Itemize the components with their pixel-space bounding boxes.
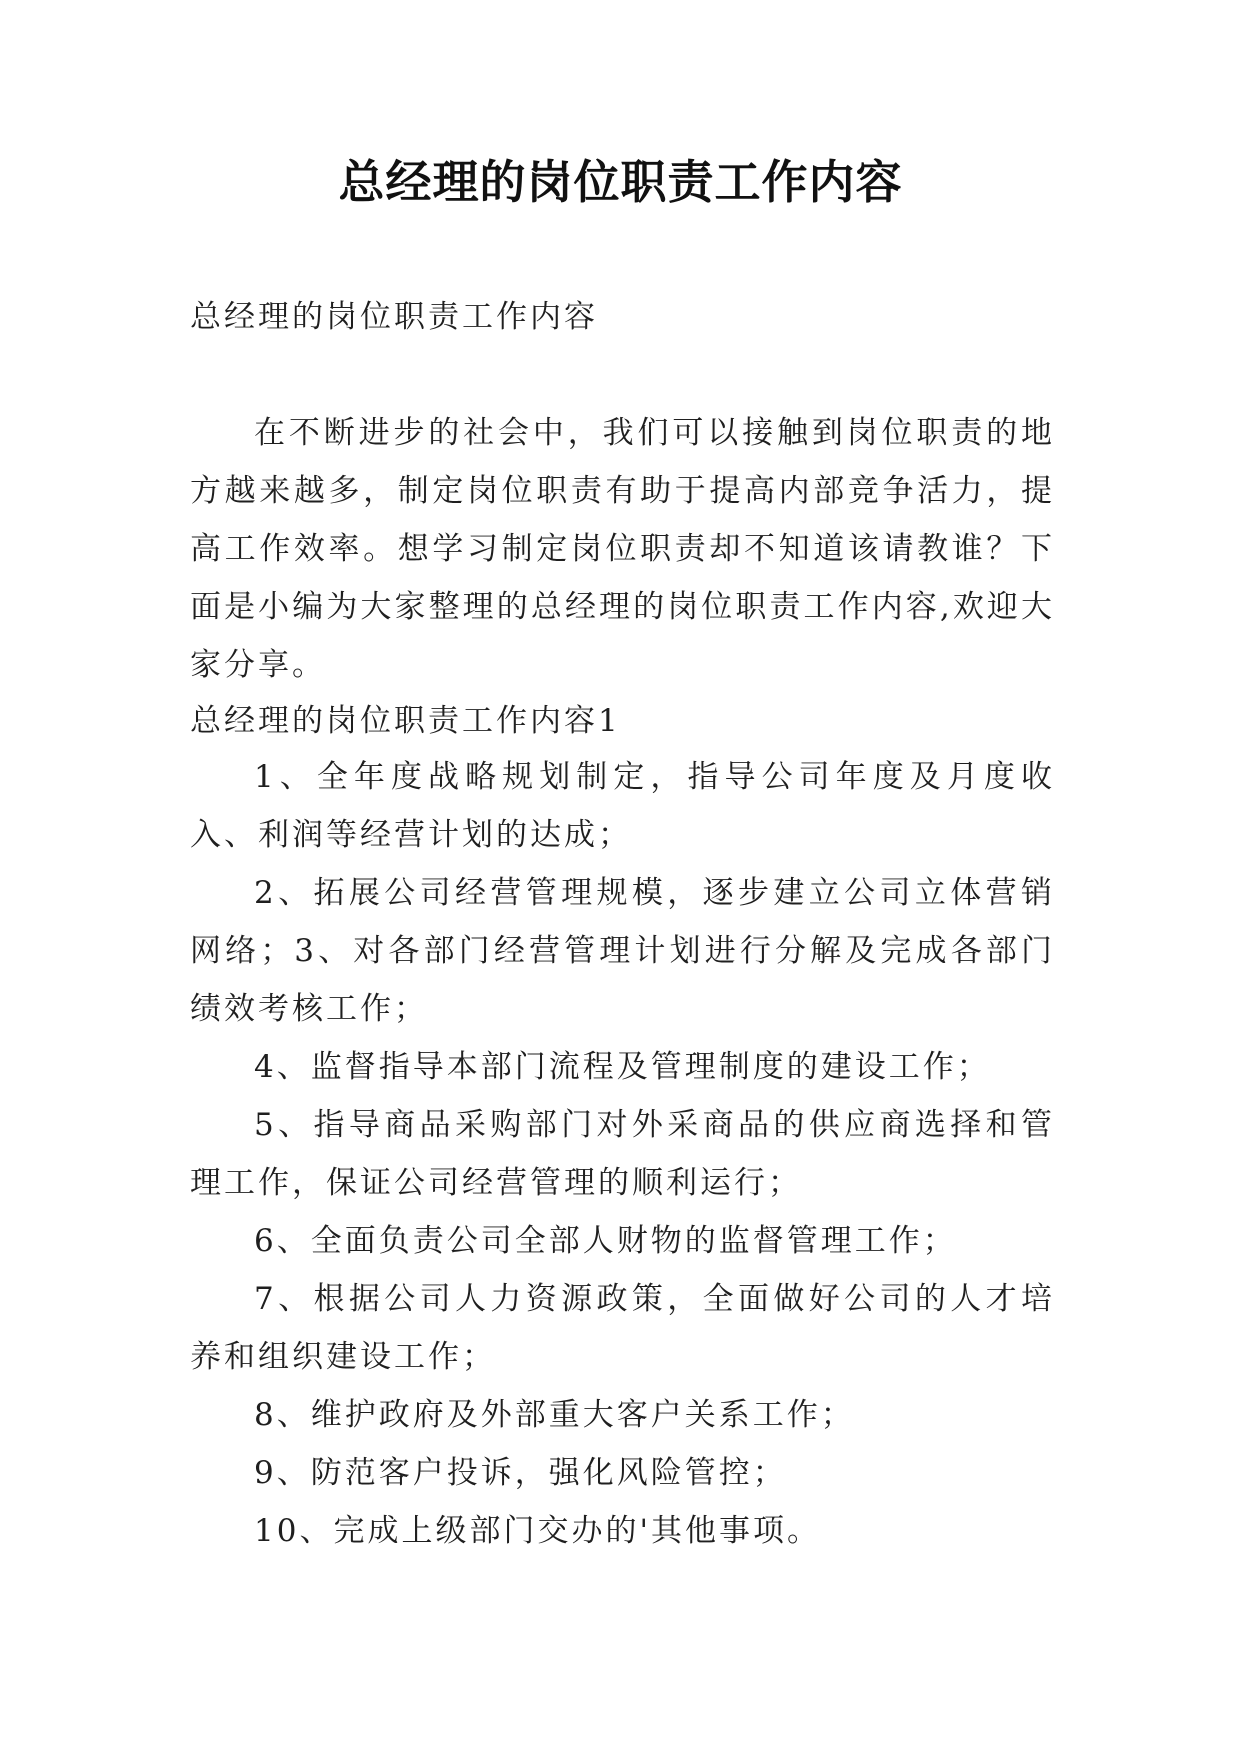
- section-heading: 总经理的岗位职责工作内容1: [190, 703, 621, 739]
- document-title: 总经理的岗位职责工作内容: [338, 155, 903, 209]
- duty-item: 5、指导商品采购部门对外采商品的供应商选择和管理工作，保证公司经营管理的顺利运行；: [190, 1107, 1055, 1201]
- duty-item: 2、拓展公司经营管理规模，逐步建立公司立体营销网络；3、对各部门经营管理计划进行分解及完成各部门绩效考核工作；: [190, 875, 1055, 1027]
- intro-paragraph: 在不断进步的社会中，我们可以接触到岗位职责的地方越来越多，制定岗位职责有助于提高内部竞争活力，提高工作效率。想学习制定岗位职责却不知道该请教谁？下面是小编为大家整理的总经理的岗位职责工作内容,欢迎大家分享。: [190, 415, 1055, 683]
- duty-item: 8、维护政府及外部重大客户关系工作；: [254, 1397, 855, 1433]
- duty-item: 9、防范客户投诉，强化风险管控；: [254, 1455, 787, 1491]
- duty-item: 6、全面负责公司全部人财物的监督管理工作；: [254, 1223, 957, 1259]
- duty-item: 4、监督指导本部门流程及管理制度的建设工作；: [254, 1049, 991, 1085]
- duty-item: 1、全年度战略规划制定，指导公司年度及月度收入、利润等经营计划的达成；: [190, 759, 1055, 853]
- duty-item: 7、根据公司人力资源政策，全面做好公司的人才培养和组织建设工作；: [190, 1281, 1055, 1375]
- document-subtitle: 总经理的岗位职责工作内容: [190, 299, 598, 335]
- duty-list: [190, 748, 1055, 1560]
- duty-item: 10、完成上级部门交办的'其他事项。: [254, 1513, 821, 1549]
